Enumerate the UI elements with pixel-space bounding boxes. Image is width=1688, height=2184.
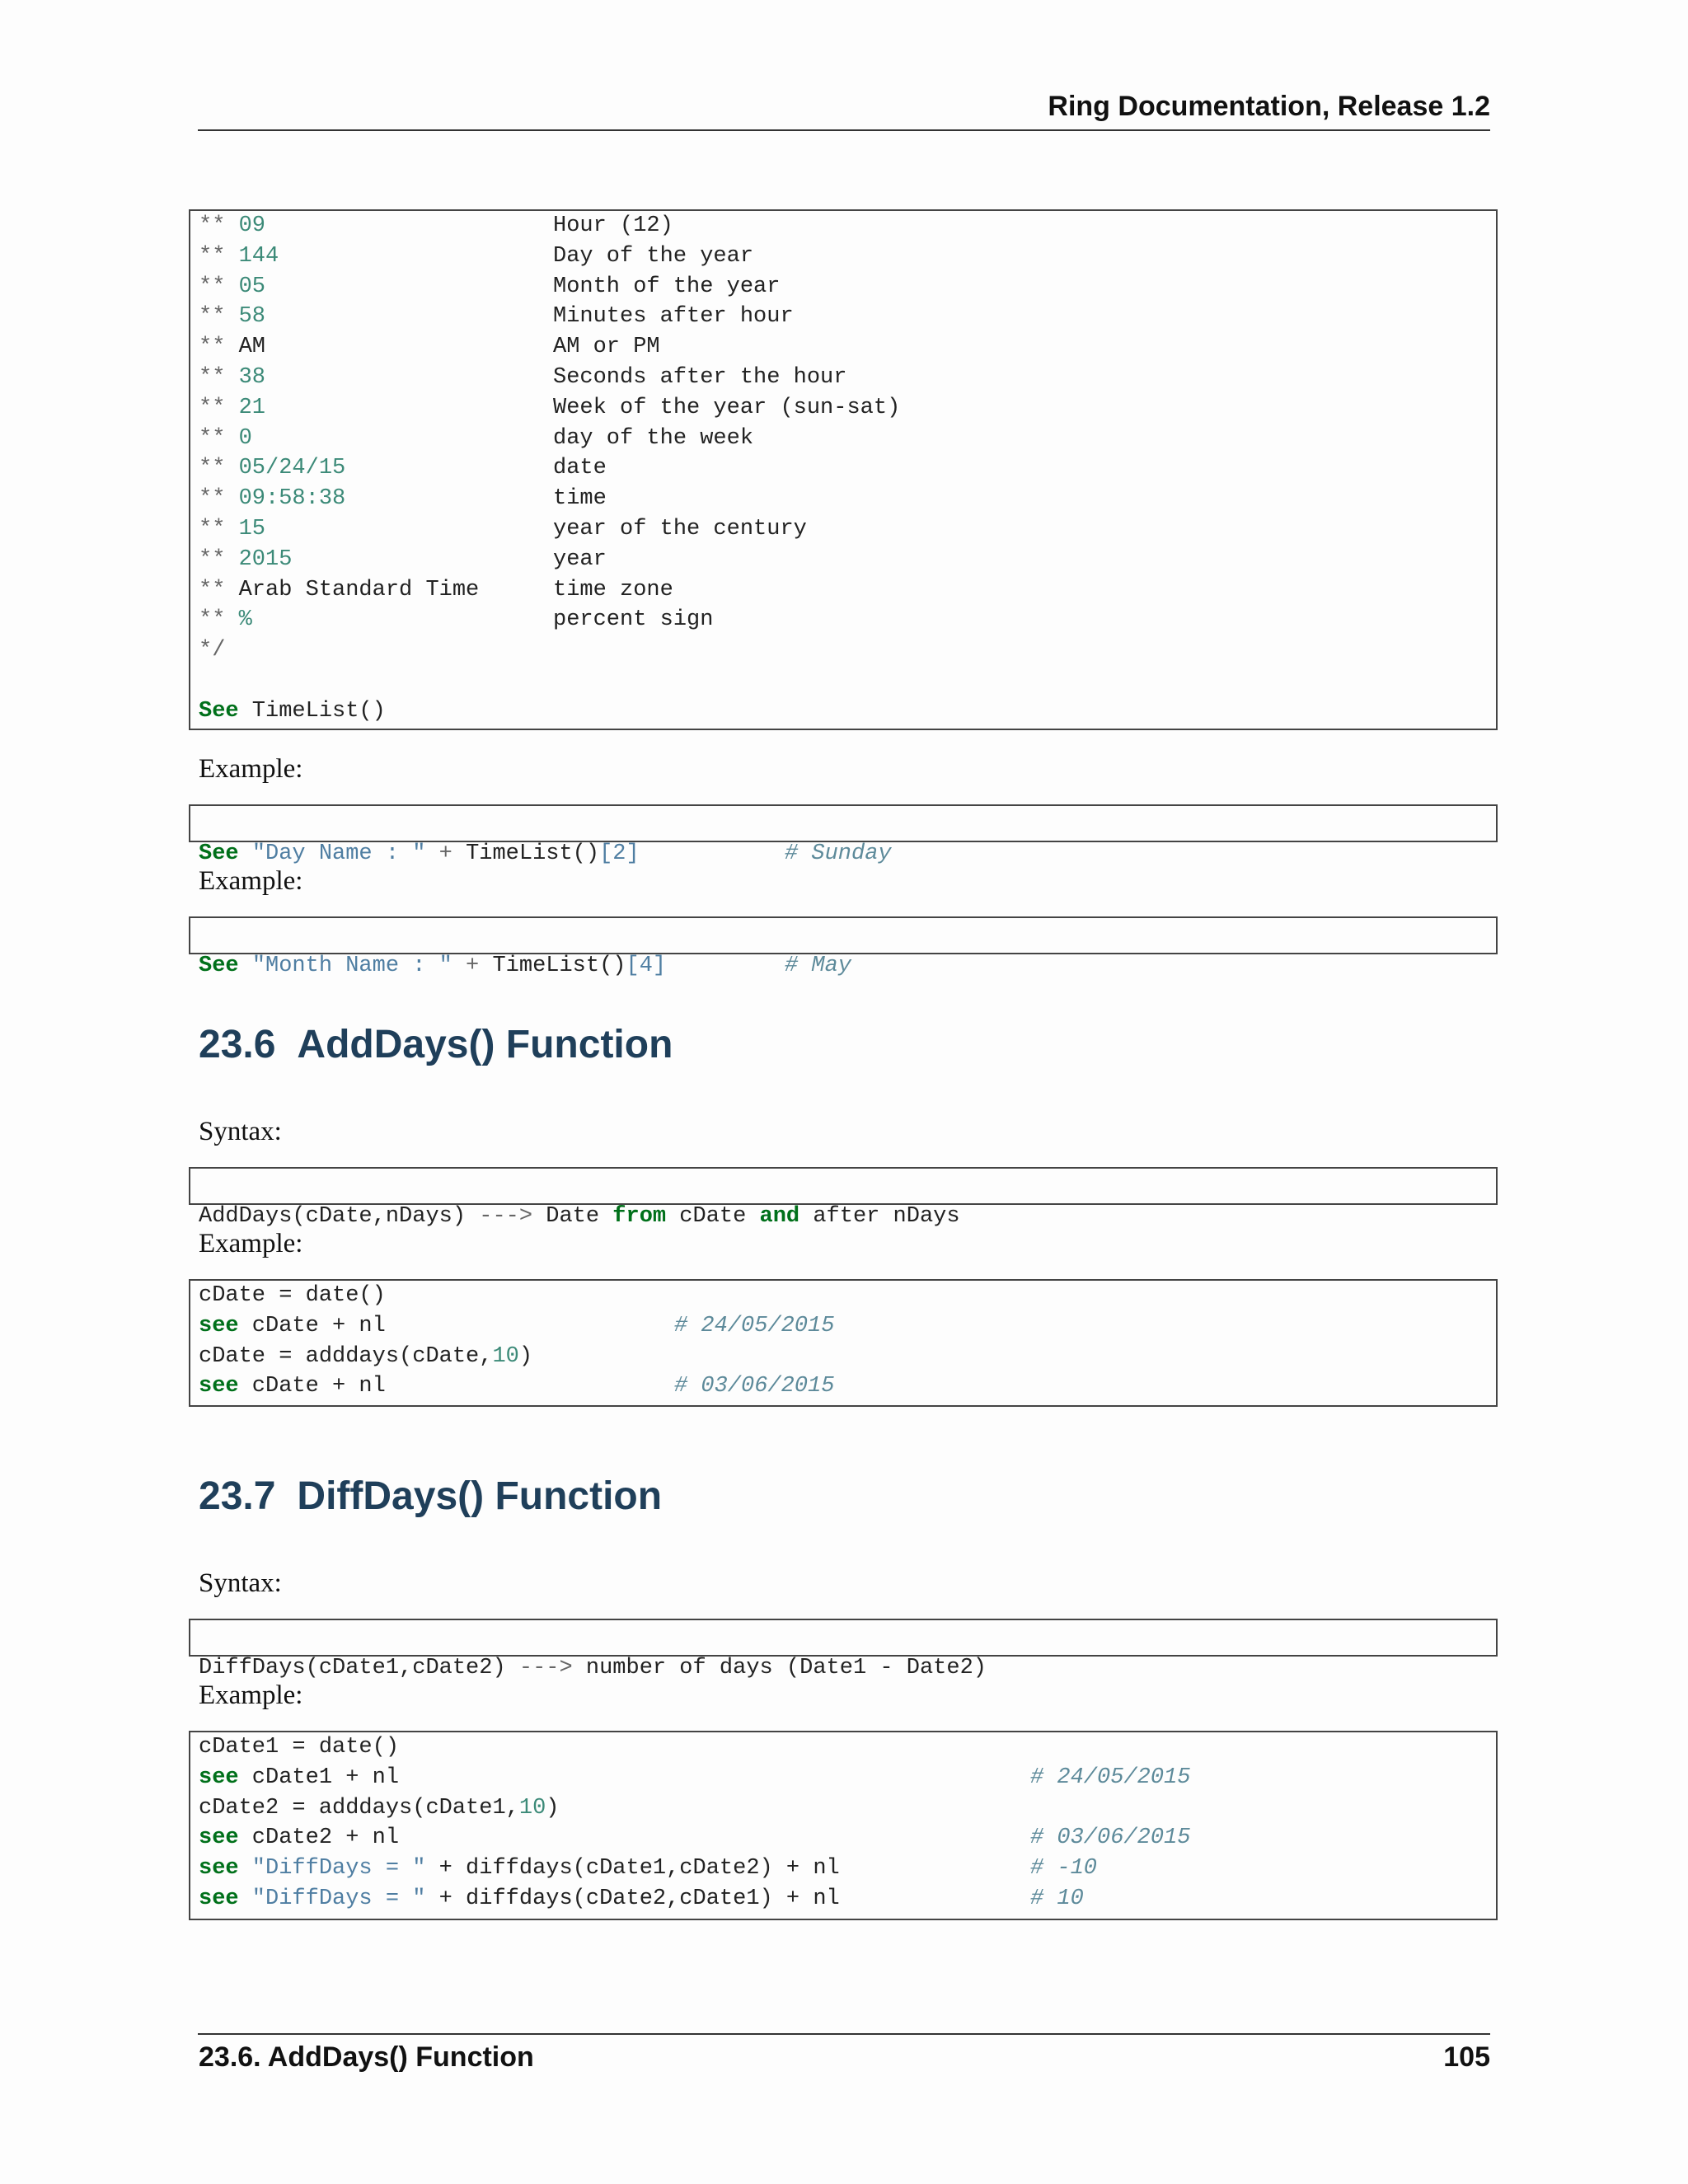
code-comment: # May [785,953,852,978]
comment-marker: ** [199,425,239,451]
code-text: + diffdays(cDate1,cDate2) + nl [425,1856,840,1882]
code-line [199,545,1488,575]
comment-marker: ** [199,607,239,633]
syntax-arrow: ---> [518,1655,573,1680]
code-line [199,302,1488,332]
code-comment: # Sunday [785,841,892,866]
keyword-see: see [199,1313,239,1338]
operator: + [452,953,493,978]
format-description: Week of the year (sun-sat) [553,395,901,420]
format-value: 144 [238,243,279,269]
code-comment: # 24/05/2015 [674,1313,835,1338]
string-literal: "DiffDays = " [238,1856,426,1882]
code-line [199,453,1488,484]
comment-marker: ** [199,395,239,420]
code-comment: # 24/05/2015 [1030,1765,1191,1790]
format-description: time zone [553,577,673,602]
code-block-diffdays-syntax [189,1619,1498,1680]
format-value: 38 [238,364,266,390]
code-text: cDate2 + nl [238,1825,400,1851]
code-line [199,605,1488,635]
format-description: Seconds after the hour [553,364,847,390]
comment-marker: ** [199,516,239,541]
code-line [199,363,1488,393]
code-line [199,1342,1488,1372]
function-call: TimeList() [238,698,386,724]
format-value: 15 [238,516,266,541]
code-block-diffdays-example [189,1731,1498,1920]
keyword-see: see [199,1374,239,1399]
code-comment: # 03/06/2015 [1030,1825,1191,1851]
code-line [199,1884,1488,1915]
comment-marker: ** [199,546,239,572]
code-line [199,1763,1488,1793]
syntax-text: cDate [666,1203,760,1229]
footer-rule [198,2033,1490,2035]
code-line [199,696,1488,727]
blank-line [199,666,1488,696]
code-text: cDate + nl [238,1374,386,1399]
syntax-text: Date [532,1203,613,1229]
code-block-day-name [189,804,1498,866]
comment-close: */ [199,638,226,663]
operator: + [425,841,467,866]
format-value: Arab Standard Time [238,577,480,602]
code-line [199,575,1488,606]
keyword-and: and [759,1203,800,1229]
comment-marker: ** [199,486,239,512]
keyword-from: from [612,1203,667,1229]
format-value: 2015 [238,546,293,572]
code-line [199,272,1488,302]
comment-marker: ** [199,577,239,602]
format-value: 09:58:38 [238,486,346,512]
function-call: TimeList() [492,953,626,978]
format-value: 58 [238,304,266,330]
format-value: AM [238,335,266,360]
format-description: percent sign [553,607,714,633]
format-description: Minutes after hour [553,304,794,330]
format-description: Hour (12) [553,213,673,238]
code-line [199,1311,1488,1342]
format-description: time [553,486,607,512]
format-description: Month of the year [553,274,781,299]
format-description: Day of the year [553,243,754,269]
keyword-see: see [199,1856,239,1882]
code-block-adddays-example [189,1279,1498,1407]
code-line [199,393,1488,424]
format-value: 21 [238,395,266,420]
code-block-adddays-syntax [189,1167,1498,1229]
format-description: date [553,456,607,481]
syntax-label-23-7: Syntax: [199,1568,282,1598]
code-text: cDate1 = date() [199,1735,400,1760]
format-value: 09 [238,213,266,238]
index: [4] [626,953,667,978]
code-line [199,1823,1488,1854]
format-value: % [238,607,252,633]
syntax-text: after nDays [799,1203,960,1229]
code-text: cDate2 = adddays(cDate1,10) [199,1795,560,1821]
code-line [199,1793,1488,1824]
code-line [199,1732,1488,1763]
number-literal: 10 [518,1795,546,1821]
format-description: year [553,546,607,572]
string-literal: "Month Name : " [251,953,452,978]
index: [2] [599,841,640,866]
keyword-see: see [199,1765,239,1790]
page-number: 105 [1443,2041,1490,2073]
code-comment: # 03/06/2015 [674,1374,835,1399]
comment-marker: ** [199,335,239,360]
keyword-see: see [199,1886,239,1911]
comment-marker: ** [199,456,239,481]
syntax-label-23-6: Syntax: [199,1117,282,1146]
comment-marker: ** [199,364,239,390]
format-value: 0 [238,425,252,451]
code-text: cDate = date() [199,1283,386,1308]
section-heading-23-7: 23.7 DiffDays() Function [199,1474,663,1518]
section-heading-23-6: 23.6 AddDays() Function [199,1023,673,1066]
example-label-23-6: Example: [199,1229,303,1258]
comment-marker: ** [199,304,239,330]
code-line [199,514,1488,545]
code-text: cDate1 + nl [238,1765,400,1790]
keyword-see: See [199,953,239,978]
keyword-see: See [199,698,239,724]
code-text: cDate + nl [238,1313,386,1338]
code-line [199,1371,1488,1402]
keyword-see: see [199,1825,239,1851]
keyword-see: See [199,841,239,866]
code-comment: # -10 [1030,1856,1098,1882]
comment-marker: ** [199,213,239,238]
header-rule [198,129,1490,131]
comment-marker: ** [199,274,239,299]
syntax-text: AddDays(cDate,nDays) [199,1203,480,1229]
comment-marker: ** [199,243,239,269]
example-label-23-7: Example: [199,1680,303,1710]
string-literal: "Day Name : " [251,841,426,866]
function-call: TimeList() [466,841,600,866]
code-text: + diffdays(cDate2,cDate1) + nl [425,1886,840,1911]
footer-section-title: 23.6. AddDays() Function [199,2041,534,2073]
format-value: 05/24/15 [238,456,346,481]
format-description: year of the century [553,516,807,541]
syntax-text: number of days (Date1 - Date2) [572,1655,987,1680]
code-text: cDate = adddays(cDate,10) [199,1343,533,1369]
code-block-timelist [189,209,1498,730]
number-literal: 10 [492,1343,519,1369]
code-line [199,424,1488,454]
format-value: 05 [238,274,266,299]
example-label-2: Example: [199,866,303,896]
code-line [199,211,1488,241]
syntax-text: DiffDays(cDate1,cDate2) [199,1655,519,1680]
code-line [199,484,1488,514]
format-description: day of the week [553,425,754,451]
code-line [199,332,1488,363]
code-line [199,1281,1488,1311]
code-block-month-name [189,916,1498,978]
example-label-1: Example: [199,754,303,784]
format-description: AM or PM [553,335,660,360]
running-header-title: Ring Documentation, Release 1.2 [1048,91,1490,122]
code-comment: # 10 [1030,1886,1084,1911]
string-literal: "DiffDays = " [238,1886,426,1911]
code-line [199,1854,1488,1884]
code-line [199,241,1488,272]
syntax-arrow: ---> [479,1203,533,1229]
